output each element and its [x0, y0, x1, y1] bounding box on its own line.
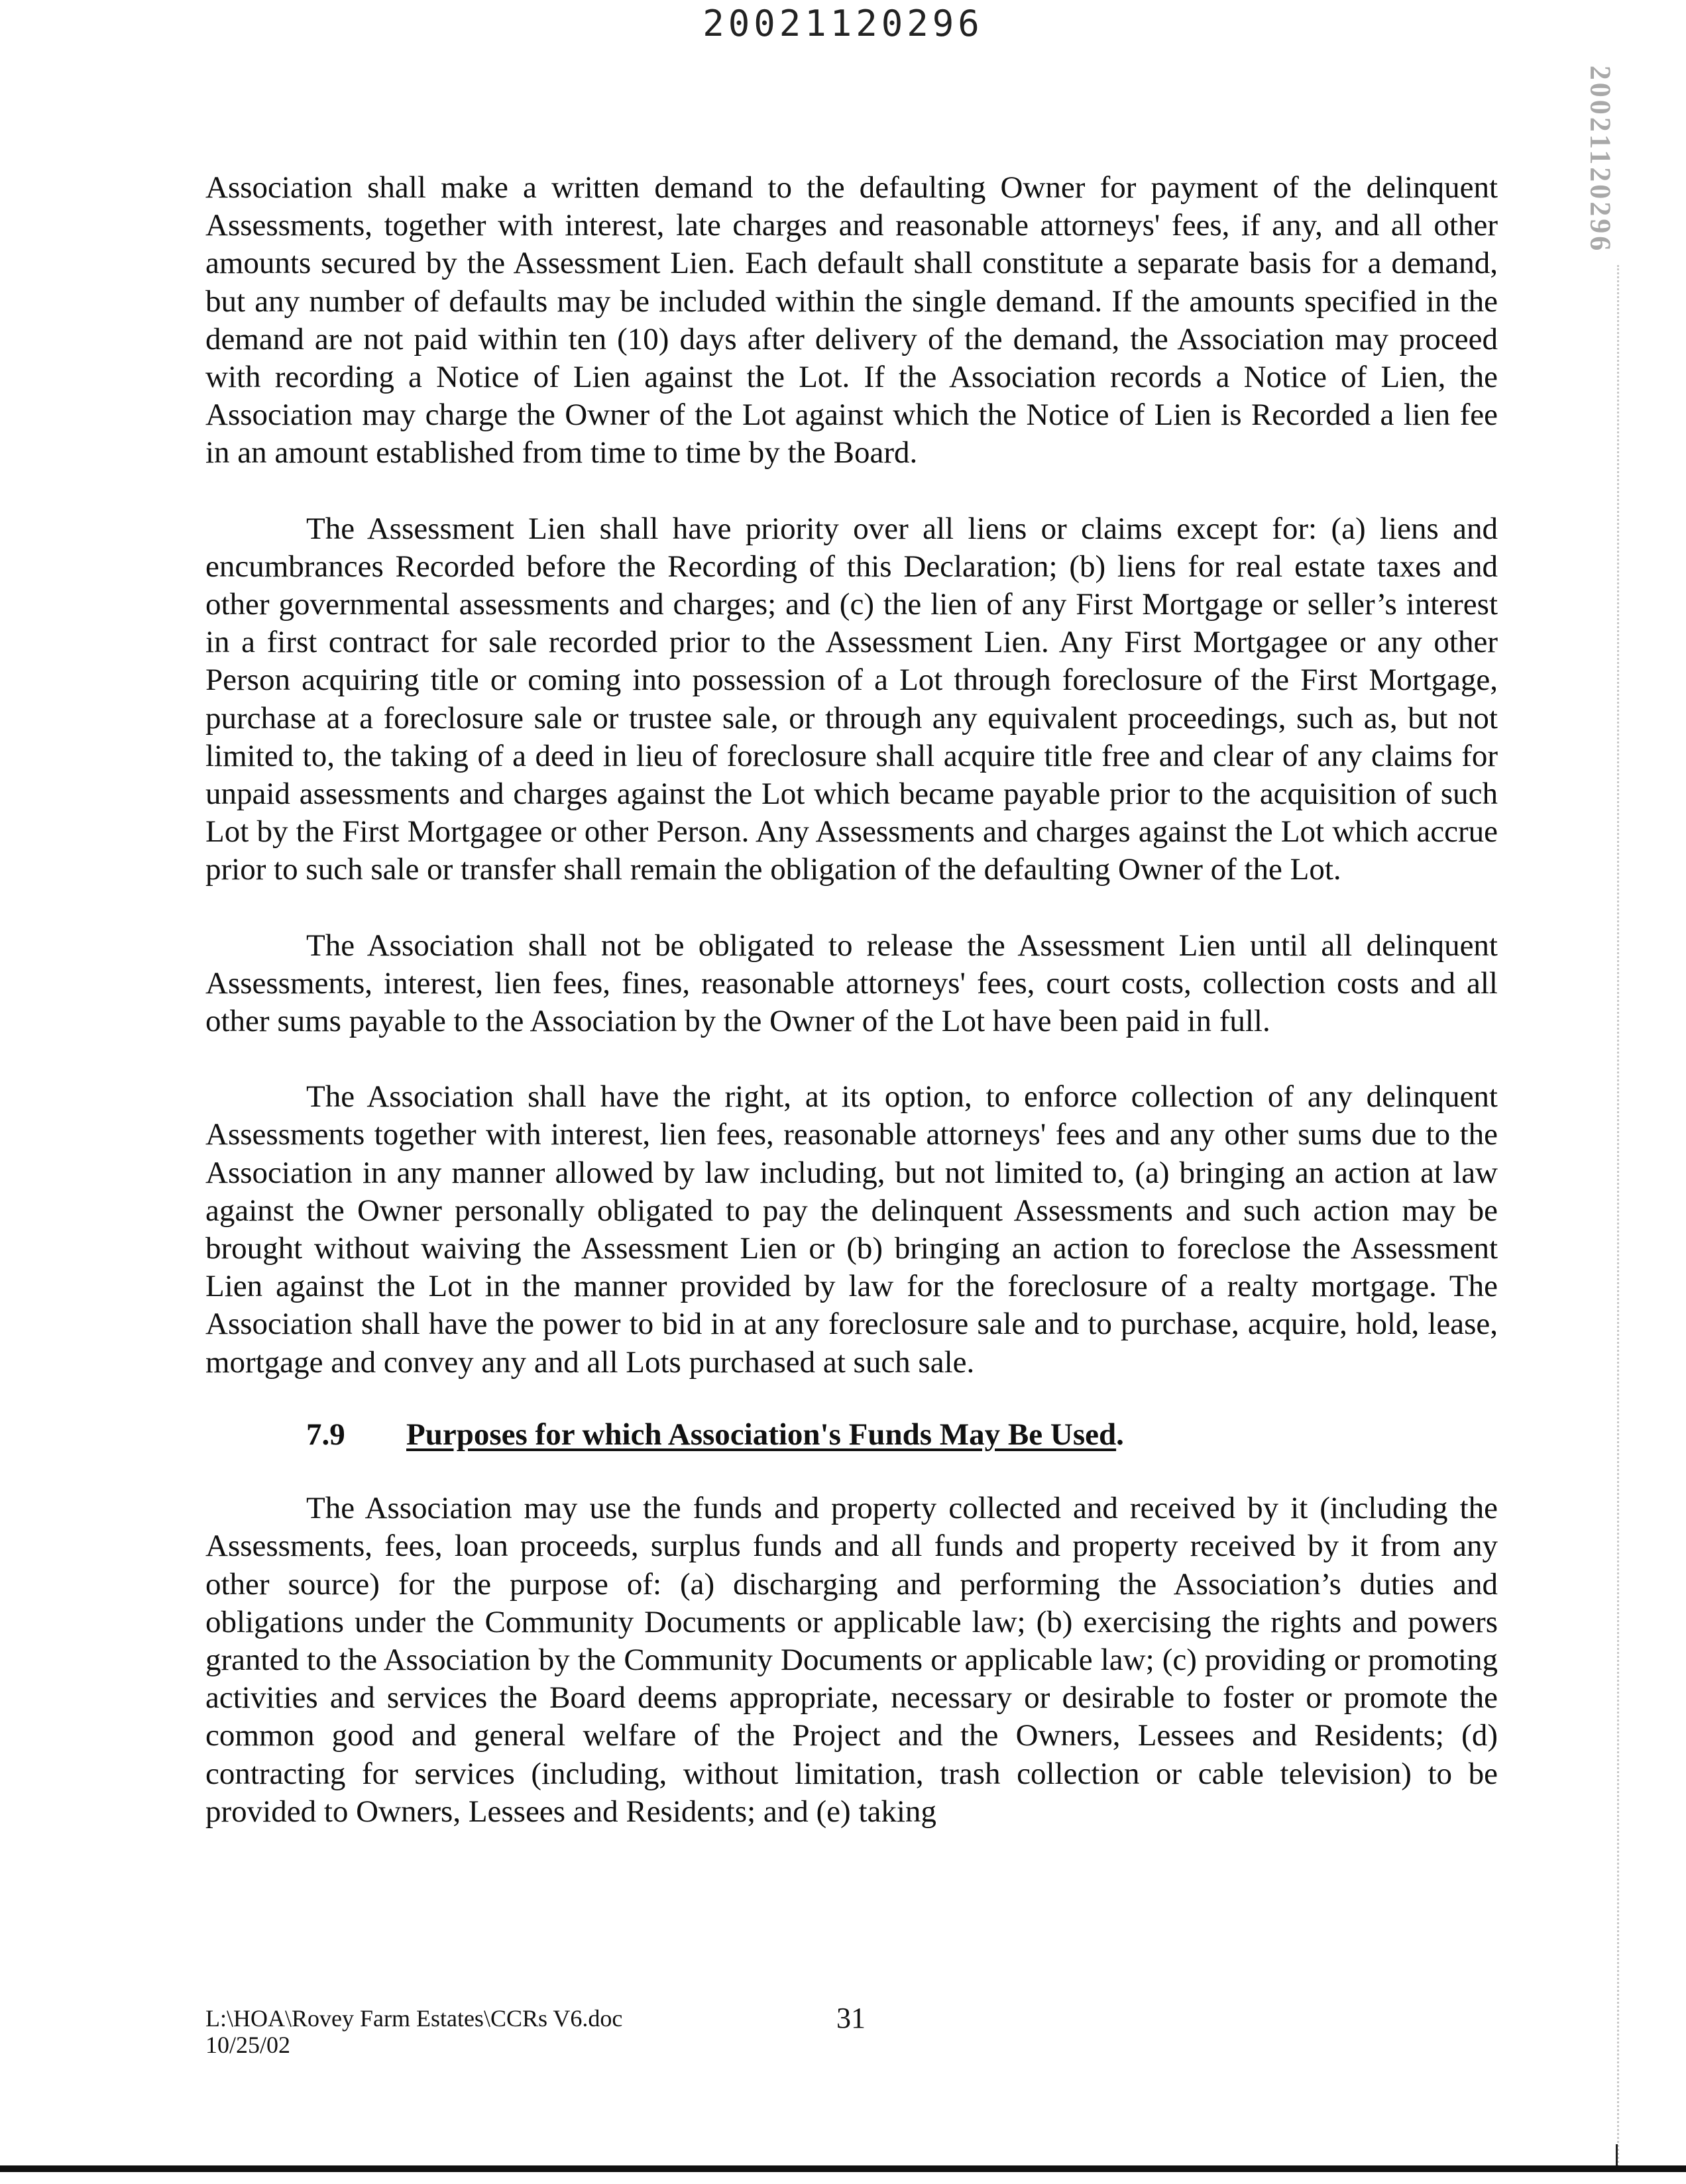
scan-bottom-edge — [0, 2165, 1686, 2172]
margin-scan-line — [1617, 265, 1619, 2167]
footer-file-info — [205, 2005, 622, 2058]
footer-date: 10/25/02 — [205, 2032, 291, 2058]
side-recording-stamp — [1544, 63, 1657, 255]
document-recording-number: 20021120296 — [702, 3, 984, 44]
paragraph-collection-enforcement: The Association shall have the right, at its option, to enforce collection of any delinquent Assessments together with interest, lien fees, reasonable attorneys' fees and any other sums due to the Association in any manner allowed by law including, but not limited to, (a) bringing an action at law against the Owner personally obligated to pay the delinquent Assessments and such action may be brought without waiving the Assessment Lien or (b) bringing an action to foreclose the Assessment Lien against the Lot in the manner provided by law for the foreclosure of a realty mortgage. The Association shall have the power to bid in at any foreclosure sale and to purchase, acquire, hold, lease, mortgage and convey any and all Lots purchased at such sale. — [205, 1079, 1498, 1380]
paragraph-funds-purposes: The Association may use the funds and property collected and received by it (including the Assessments, fees, loan proceeds, surplus funds and all funds and property received by it from any other source) for the purpose of: (a) discharging and performing the Association’s duties and obligations under the Community Documents or applicable law; (b) exercising the rights and powers granted to the Association by the Community Documents or applicable law; (c) providing or promoting activities and services the Board deems appropriate, necessary or desirable to foster or promote the common good and general welfare of the Project and the Owners, Lessees and Residents; (d) contracting for services (including, without limitation, trash collection or cable television) to be provided to Owners, Lessees and Residents; and (e) taking — [205, 1491, 1498, 1829]
scan-edge-tick — [1616, 2144, 1618, 2165]
page-number: 31 — [836, 2002, 866, 2034]
section-heading — [205, 1416, 1498, 1454]
section-title-period: . — [1116, 1417, 1124, 1452]
side-stamp-text: 20021120296 — [1584, 65, 1617, 253]
section-number: 7.9 — [306, 1417, 345, 1452]
section-title: Purposes for which Association's Funds May Be Used — [406, 1417, 1117, 1452]
footer-file-path: L:\HOA\Rovey Farm Estates\CCRs V6.doc — [205, 2005, 623, 2032]
paragraph-lien-release: The Association shall not be obligated to release the Assessment Lien until all delinquent Assessments, interest, lien fees, fines, reasonable attorneys' fees, court costs, collection costs and all other sums payable to the Association by the Owner of the Lot have been paid in full. — [205, 928, 1498, 1039]
paragraph-lien-priority: The Assessment Lien shall have priority over all liens or claims except for: (a) liens and encumbrances Recorded before the Recording of this Declaration; (b) liens for real estate taxes and other governmental assessments and charges; and (c) the lien of any First Mortgage or seller’s interest in a first contract for sale recorded prior to the Assessment Lien. Any First Mortgagee or any other Person acquiring title or coming into possession of a Lot through foreclosure of the First Mortgage, purchase at a foreclosure sale or trustee sale, or through any equivalent proceedings, such as, but not limited to, the taking of a deed in lieu of foreclosure shall acquire title free and clear of any claims for unpaid assessments and charges against the Lot which became payable prior to the acquisition of such Lot by the First Mortgagee or other Person. Any Assessments and charges against the Lot which accrue prior to such sale or transfer shall remain the obligation of the defaulting Owner of the Lot. — [205, 511, 1498, 887]
body-text — [205, 169, 1498, 1831]
paragraph-demand-notice: Association shall make a written demand to the defaulting Owner for payment of the delinquent Assessments, together with interest, late charges and reasonable attorneys' fees, if any, and all other amounts secured by the Assessment Lien. Each default shall constitute a separate basis for a demand, but any number of defaults may be included within the single demand. If the amounts specified in the demand are not paid within ten (10) days after delivery of the demand, the Association may proceed with recording a Notice of Lien against the Lot. If the Association records a Notice of Lien, the Association may charge the Owner of the Lot against which the Notice of Lien is Recorded a lien fee in an amount established from time to time by the Board. — [205, 170, 1498, 470]
